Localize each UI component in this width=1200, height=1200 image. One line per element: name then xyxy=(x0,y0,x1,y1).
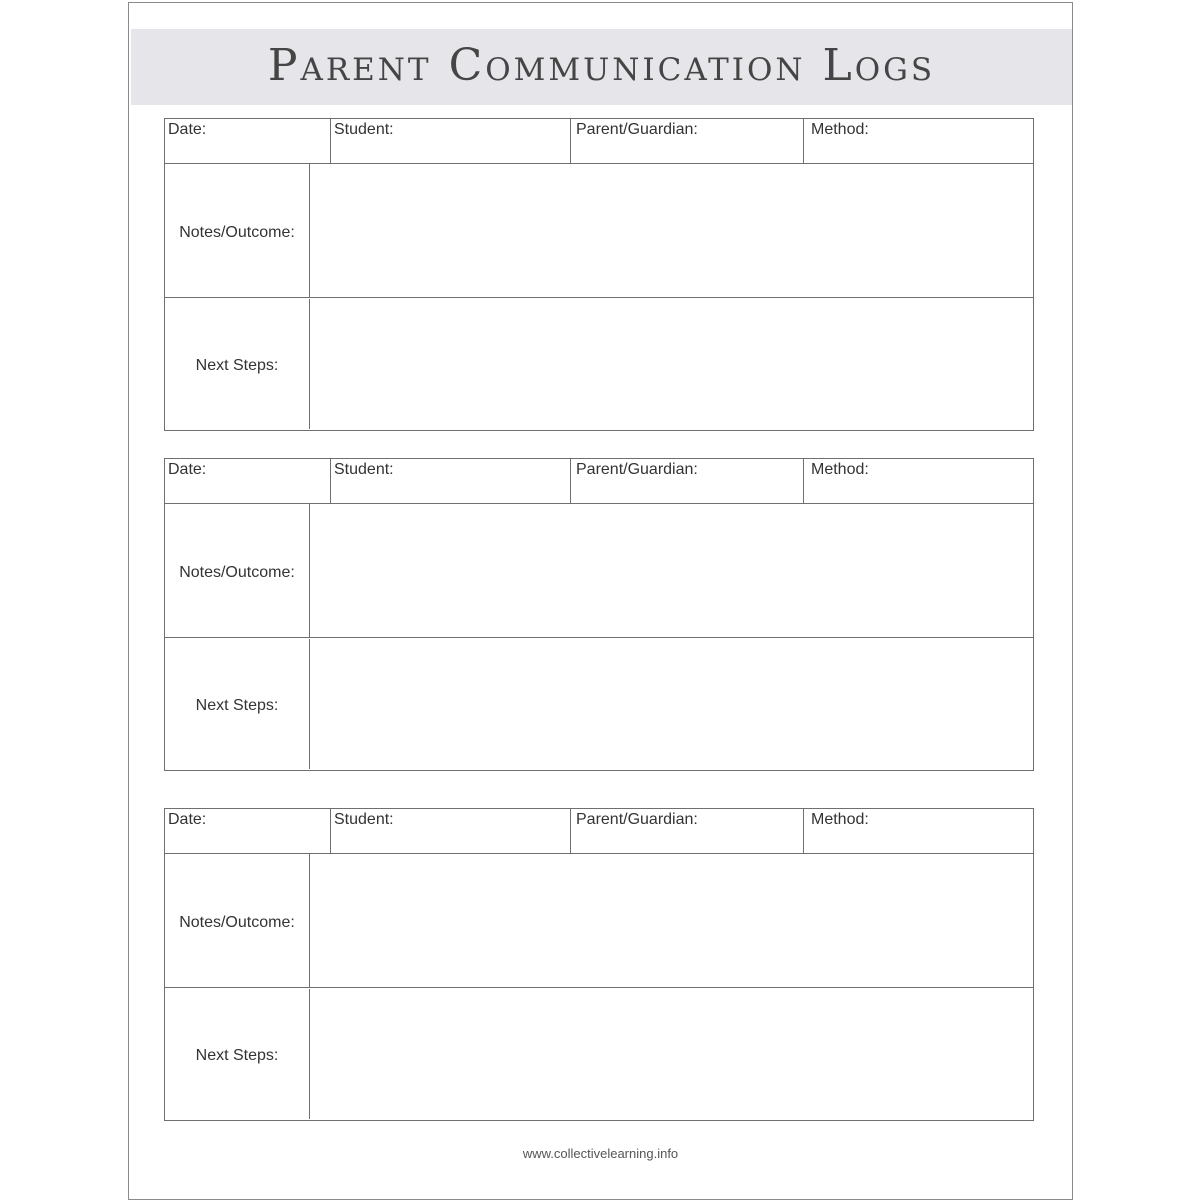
next-steps-row xyxy=(165,989,1033,1119)
next-steps-label: Next Steps: xyxy=(165,299,310,429)
notes-outcome-label: Notes/Outcome: xyxy=(165,504,310,637)
method-field[interactable] xyxy=(804,119,1034,164)
parent-guardian-label: Parent/Guardian: xyxy=(576,461,698,478)
method-label: Method: xyxy=(811,811,869,828)
student-field[interactable] xyxy=(331,809,571,854)
student-field[interactable] xyxy=(331,119,571,164)
parent-guardian-field[interactable] xyxy=(571,119,804,164)
parent-guardian-label: Parent/Guardian: xyxy=(576,121,698,138)
footer-url: www.collectivelearning.info xyxy=(522,1146,679,1161)
date-label: Date: xyxy=(168,121,207,138)
method-field[interactable] xyxy=(804,459,1034,504)
method-label: Method: xyxy=(811,121,869,138)
worksheet-page xyxy=(128,2,1073,1200)
parent-guardian-field[interactable] xyxy=(571,459,804,504)
student-label: Student: xyxy=(334,461,394,478)
parent-guardian-field[interactable] xyxy=(571,809,804,854)
student-field[interactable] xyxy=(331,459,571,504)
log-header-row xyxy=(165,809,1033,854)
date-label: Date: xyxy=(168,461,207,478)
next-steps-row xyxy=(165,639,1033,769)
next-steps-field[interactable] xyxy=(310,639,1033,769)
next-steps-label: Next Steps: xyxy=(165,639,310,769)
method-field[interactable] xyxy=(804,809,1034,854)
log-entry-2 xyxy=(164,458,1034,771)
date-field[interactable] xyxy=(165,809,331,854)
date-field[interactable] xyxy=(165,459,331,504)
notes-outcome-row xyxy=(165,504,1033,638)
date-field[interactable] xyxy=(165,119,331,164)
log-entry-3 xyxy=(164,808,1034,1121)
title-banner xyxy=(131,29,1072,105)
method-label: Method: xyxy=(811,461,869,478)
date-label: Date: xyxy=(168,811,207,828)
notes-outcome-field[interactable] xyxy=(310,164,1033,297)
student-label: Student: xyxy=(334,811,394,828)
notes-outcome-label: Notes/Outcome: xyxy=(165,164,310,297)
notes-outcome-row xyxy=(165,854,1033,988)
next-steps-label: Next Steps: xyxy=(165,989,310,1119)
student-label: Student: xyxy=(334,121,394,138)
notes-outcome-label: Notes/Outcome: xyxy=(165,854,310,987)
next-steps-field[interactable] xyxy=(310,299,1033,429)
notes-outcome-field[interactable] xyxy=(310,854,1033,987)
next-steps-row xyxy=(165,299,1033,429)
log-header-row xyxy=(165,119,1033,164)
notes-outcome-row xyxy=(165,164,1033,298)
log-entry-1 xyxy=(164,118,1034,431)
parent-guardian-label: Parent/Guardian: xyxy=(576,811,698,828)
next-steps-field[interactable] xyxy=(310,989,1033,1119)
log-header-row xyxy=(165,459,1033,504)
notes-outcome-field[interactable] xyxy=(310,504,1033,637)
page-title: Parent Communication Logs xyxy=(267,39,936,91)
